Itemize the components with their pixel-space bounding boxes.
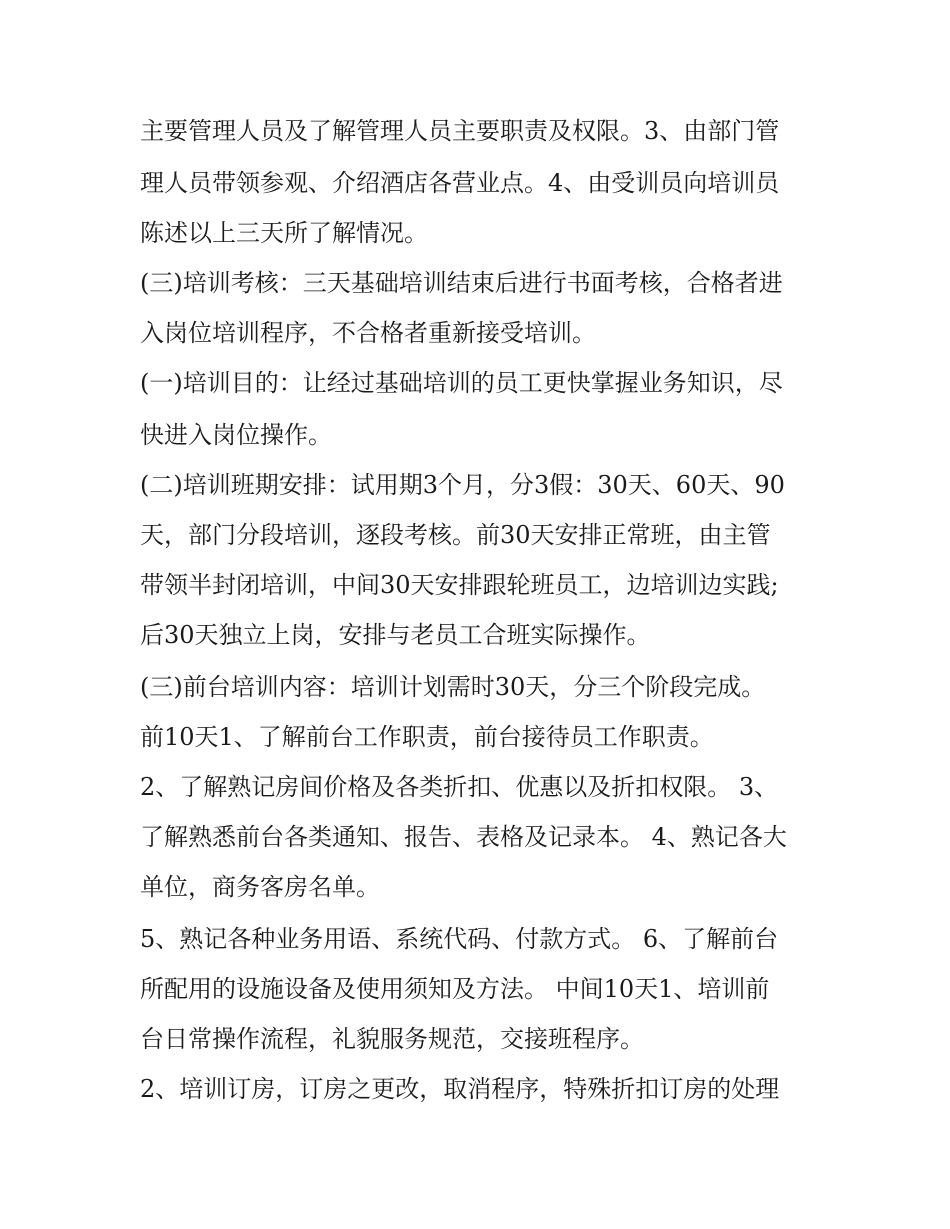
- text-line: 入岗位培训程序，不合格者重新接受培训。: [140, 319, 596, 347]
- text-line: (三)前台培训内容：培训计划需时30天，分三个阶段完成。: [140, 673, 766, 701]
- text-line: (二)培训班期安排：试用期3个月，分3假：30天、60天、90: [140, 471, 785, 499]
- text-line: 台日常操作流程，礼貌服务规范，交接班程序。: [140, 1025, 644, 1053]
- text-line: 主要管理人员及了解管理人员主要职责及权限。3、由部门管: [140, 117, 780, 145]
- text-line: 单位，商务客房名单。: [140, 873, 380, 901]
- text-line: 陈述以上三天所了解情况。: [140, 219, 428, 247]
- text-line: 5、熟记各种业务用语、系统代码、付款方式。 6、了解前台: [140, 925, 779, 953]
- text-line: 所配用的设施设备及使用须知及方法。 中间10天1、培训前: [140, 975, 770, 1003]
- text-line: 后30天独立上岗，安排与老员工合班实际操作。: [140, 621, 651, 649]
- text-line: 2、培训订房，订房之更改，取消程序，特殊折扣订房的处理: [140, 1075, 780, 1103]
- text-line: 天，部门分段培训，逐段考核。前30天安排正常班，由主管: [140, 521, 771, 549]
- text-line: 快进入岗位操作。: [140, 421, 332, 449]
- text-line: 前10天1、了解前台工作职责，前台接待员工作职责。: [140, 723, 714, 751]
- text-line: (三)培训考核：三天基础培训结束后进行书面考核，合格者进: [140, 269, 783, 297]
- text-line: 理人员带领参观、介绍酒店各营业点。4、由受训员向培训员: [140, 169, 780, 197]
- text-line: 带领半封闭培训，中间30天安排跟轮班员工，边培训边实践;: [140, 571, 779, 599]
- text-line: (一)培训目的：让经过基础培训的员工更快掌握业务知识，尽: [140, 369, 783, 397]
- text-line: 2、了解熟记房间价格及各类折扣、优惠以及折扣权限。 3、: [140, 773, 779, 801]
- text-line: 了解熟悉前台各类通知、报告、表格及记录本。 4、熟记各大: [140, 823, 787, 851]
